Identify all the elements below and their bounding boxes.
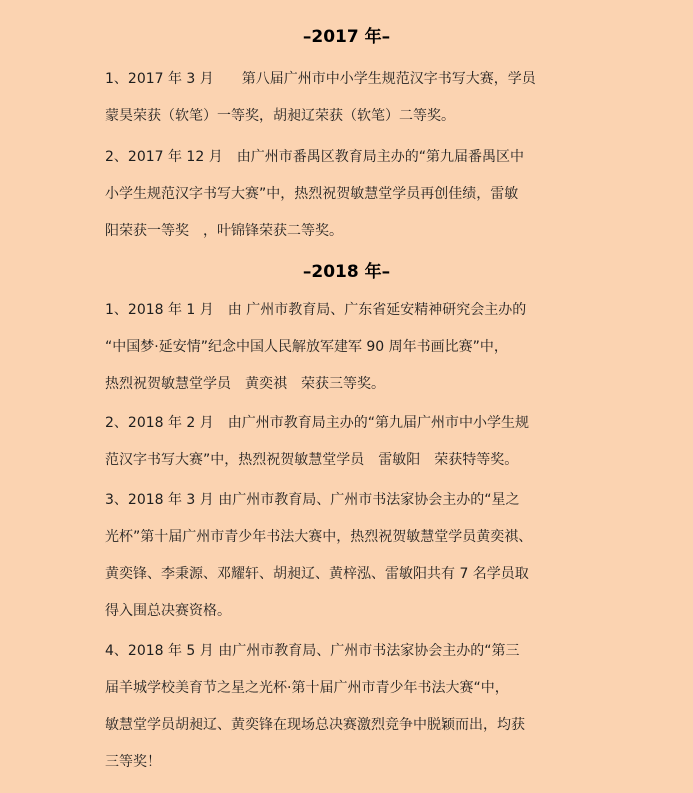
text-line: 1、2018 年 1 月 由 广州市教育局、广东省延安精神研究会主办的 — [105, 302, 527, 318]
text-line: “中国梦·延安情”纪念中国人民解放军建军 90 周年书画比赛”中， — [105, 339, 508, 355]
text-line: 4、2018 年 5 月 由广州市教育局、广州市书法家协会主办的“第三 — [105, 643, 520, 659]
text-line: 热烈祝贺敏慧堂学员 黄奕祺 荣获三等奖。 — [105, 376, 385, 392]
award-item-2018-1 — [105, 292, 593, 403]
text-line: 三等奖！ — [105, 754, 161, 770]
award-item-2017-2 — [105, 139, 593, 250]
text-line: 2、2017 年 12 月 由广州市番禺区教育局主办的“第九届番禺区中 — [105, 149, 524, 165]
award-item-2018-4 — [105, 633, 593, 781]
text-line: 3、2018 年 3 月 由广州市教育局、广州市书法家协会主办的“星之 — [105, 492, 520, 508]
text-line: 黄奕锋、李秉源、邓耀轩、胡昶辽、黄梓泓、雷敏阳共有 7 名学员取 — [105, 566, 529, 582]
award-item-2018-2 — [105, 405, 593, 479]
text-line: 1、2017 年 3 月 第八届广州市中小学生规范汉字书写大赛，学员 — [105, 71, 536, 87]
text-line: 小学生规范汉字书写大赛”中，热烈祝贺敏慧堂学员再创佳绩，雷敏 — [105, 186, 519, 202]
text-line: 届羊城学校美育节之星之光杯·第十届广州市青少年书法大赛“中， — [105, 680, 509, 696]
text-line: 光杯”第十届广州市青少年书法大赛中，热烈祝贺敏慧堂学员黄奕祺、 — [105, 529, 533, 545]
year-heading-2018: –2018 年– — [302, 262, 391, 282]
text-line: 敏慧堂学员胡昶辽、黄奕锋在现场总决赛激烈竞争中脱颖而出，均获 — [105, 717, 525, 733]
award-item-2018-3 — [105, 482, 593, 630]
text-line: 阳荣获一等奖 ，叶锦锋荣获二等奖。 — [105, 223, 343, 239]
award-item-2017-1 — [105, 61, 593, 135]
text-line: 范汉字书写大赛”中，热烈祝贺敏慧堂学员 雷敏阳 荣获特等奖。 — [105, 452, 519, 468]
text-line: 2、2018 年 2 月 由广州市教育局主办的“第九届广州市中小学生规 — [105, 415, 530, 431]
text-line: 得入围总决赛资格。 — [105, 603, 231, 619]
text-line: 蒙昊荣获（软笔）一等奖，胡昶辽荣获（软笔）二等奖。 — [105, 108, 455, 124]
year-heading-2017: –2017 年– — [302, 27, 391, 47]
